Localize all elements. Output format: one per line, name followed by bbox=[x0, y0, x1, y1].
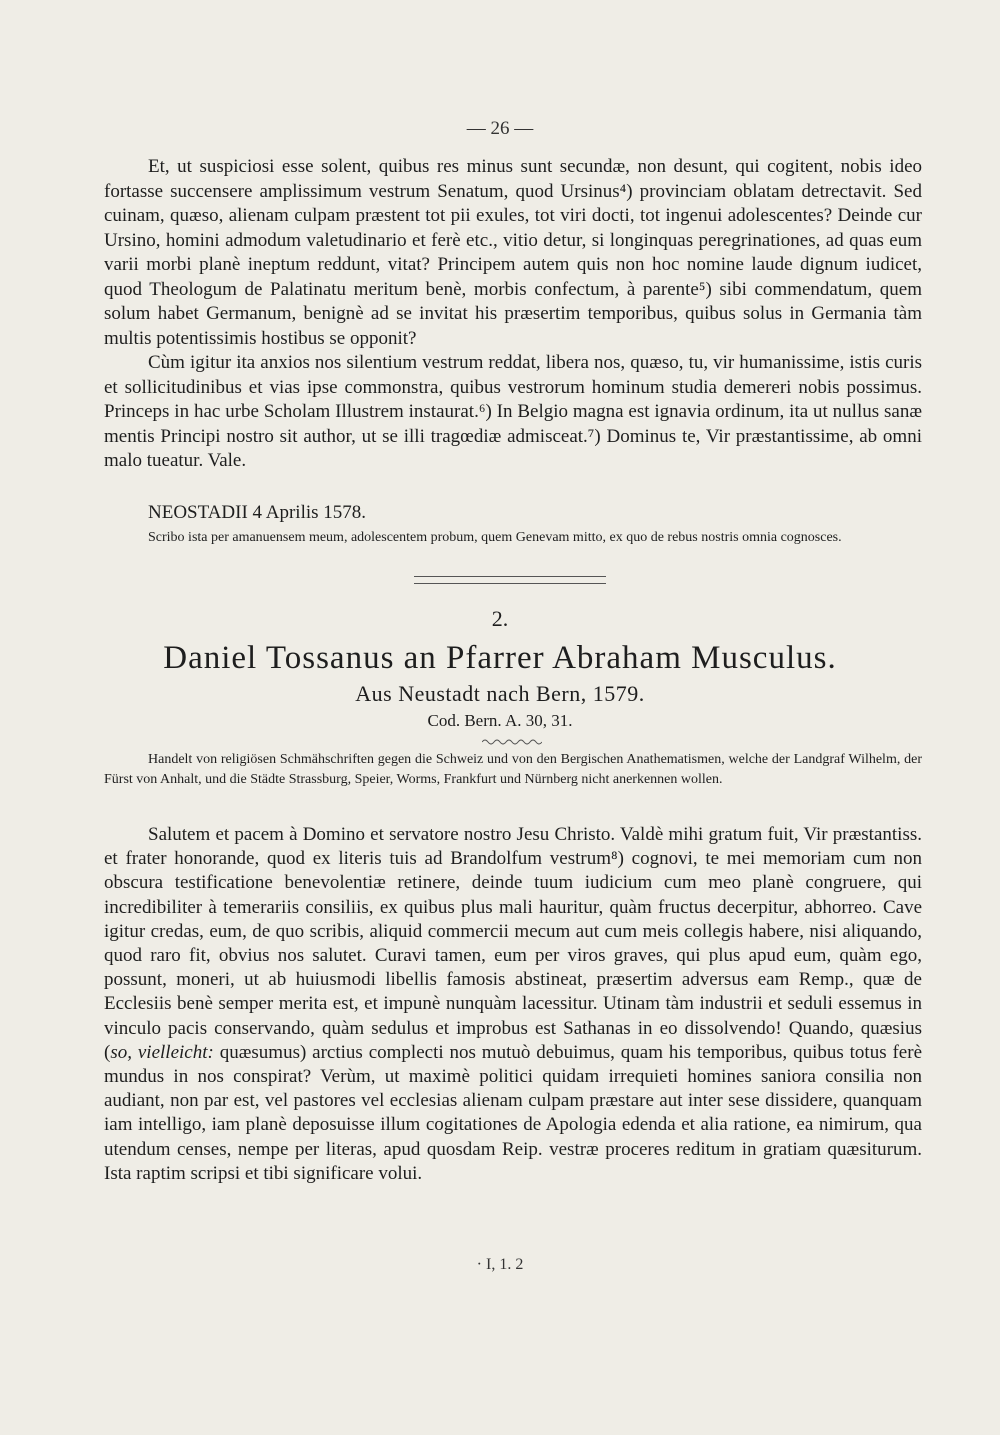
letter2-summary: Handelt von religiösen Schmähschriften gegen die Schweiz und von den Bergischen Anathematismen, welche der Landgraf Wilhelm, der Fürst von Anhalt, und die Städte Strassburg, Speier, Worms, Frankfurt und Nürnberg nicht anerkennen wollen. bbox=[104, 752, 922, 787]
signature-mark: · I, 1. 2 bbox=[476, 1256, 524, 1273]
letter2-body-italic: so, vielleicht: bbox=[110, 1041, 214, 1063]
letter1-body bbox=[104, 155, 922, 474]
section-divider bbox=[414, 576, 606, 584]
letter1-date-line: NEOSTADII 4 Aprilis 1578. bbox=[148, 502, 367, 523]
page-number: — 26 — bbox=[466, 118, 534, 139]
letter2-body-part1: Salutem et pacem à Domino et servatore nostro Jesu Christo. Valdè mihi gratum fuit, Vir præstantiss. et frater honorande, quod ex literis tuis ad Brandolfum vestrum⁸) cognovi, te mei memoriam cum non obscura testificatione benevolentiæ retinere, deinde tuum iudicium cum meo planè congruere, qui incredibiliter à temerariis consiliis, ex quibus plus mali hauritur, quàm fructus decerpitur, abhorreo. Cave igitur credas, eum, de quo scribis, aliquid commercii mecum aut cum meis collegis habere, nisi aliquando, quod raro fit, obvius nos salutet. Curavi tamen, eum per viros graves, qui plus apud eum, quàm ego, possunt, moneri, ut ab huiusmodi libellis famosis abstineat, præsertim adversus eam Remp., quæ de Ecclesiis benè semper merita est, et impunè nunquàm lacessitur. Utinam tàm industrii et seduli essemus in vinculo pacis conservando, quàm sedulus et improbus est Sathanas in eo dissolvendo! Quando, quæsius ( bbox=[104, 824, 922, 1063]
letter1-postscript: Scribo ista per amanuensem meum, adolescentem probum, quem Genevam mitto, ex quo de rebus nostris omnia cognosces. bbox=[148, 530, 842, 545]
letter1-paragraph-1: Et, ut suspiciosi esse solent, quibus res minus sunt secundæ, non desunt, qui cogitent, nobis ideo fortasse succensere amplissimum vestrum Senatum, quod Ursinus⁴) provinciam oblatam detrectavit. Sed cuinam, quæso, alienam culpam præstent tot pii exules, tot viri docti, tot ingenui adolescentes? Deinde cur Ursino, homini admodum valetudinario et ferè etc., vitio detur, si longinquas peregrinationes, ad quas eum varii morbi planè ineptum reddunt, vitat? Principem autem quis non hoc nomine laude dignum iudicet, quod Theologum de Palatinatu meritum benè, morbis confectum, à parente⁵) sibi commendatum, quem solum habet Germanum, benignè ad se invitat his præsertim temporibus, quibus solus in Germania tàm multis potentissimis hostibus se opponit? bbox=[104, 156, 922, 349]
letter2-subtitle: Aus Neustadt nach Bern, 1579. bbox=[355, 681, 645, 706]
letter2-title: Daniel Tossanus an Pfarrer Abraham Musculus. bbox=[163, 640, 837, 676]
letter2-body bbox=[104, 823, 922, 1186]
letter2-body-part2: quæsumus) arctius complecti nos mutuò debuimus, quam his temporibus, quibus totus ferè mundus in nos conspirat? Verùm, ut maximè politici quidam irrequieti homines saniora consilia non audiant, non par est, vel pastores vel ecclesias alienam culpam præstare aut inter sese dissidere, quanquam iam intelligo, iam planè deposuisse illum cogitationes de Apologia edenda et alia ratione, ea nimirum, qua utendum censes, nempe per literas, apud quosdam Reip. vestræ proceres reditum in gratiam quæsiturum. Ista raptim scripsi et tibi significare volui. bbox=[104, 1041, 922, 1184]
letter2-number: 2. bbox=[491, 606, 509, 631]
letter2-paragraph bbox=[104, 823, 922, 1186]
letter2-codex: Cod. Bern. A. 30, 31. bbox=[427, 711, 573, 730]
letter1-paragraph-2: Cùm igitur ita anxios nos silentium vestrum reddat, libera nos, quæso, tu, vir humanissime, istis curis et sollicitudinibus et vias ipse commonstra, quibus vestrorum hominum studia demereri nobis possimus. Princeps in hac urbe Scholam Illustrem instaurat.⁶) In Belgio magna est ignavia ordinum, ita ut nullus sanæ mentis Principi nostro sit author, ut se illi tragœdiæ admisceat.⁷) Dominus te, Vir præstantissime, ab omni malo tueatur. Vale. bbox=[104, 352, 922, 471]
wavy-underline-ornament bbox=[482, 738, 542, 746]
